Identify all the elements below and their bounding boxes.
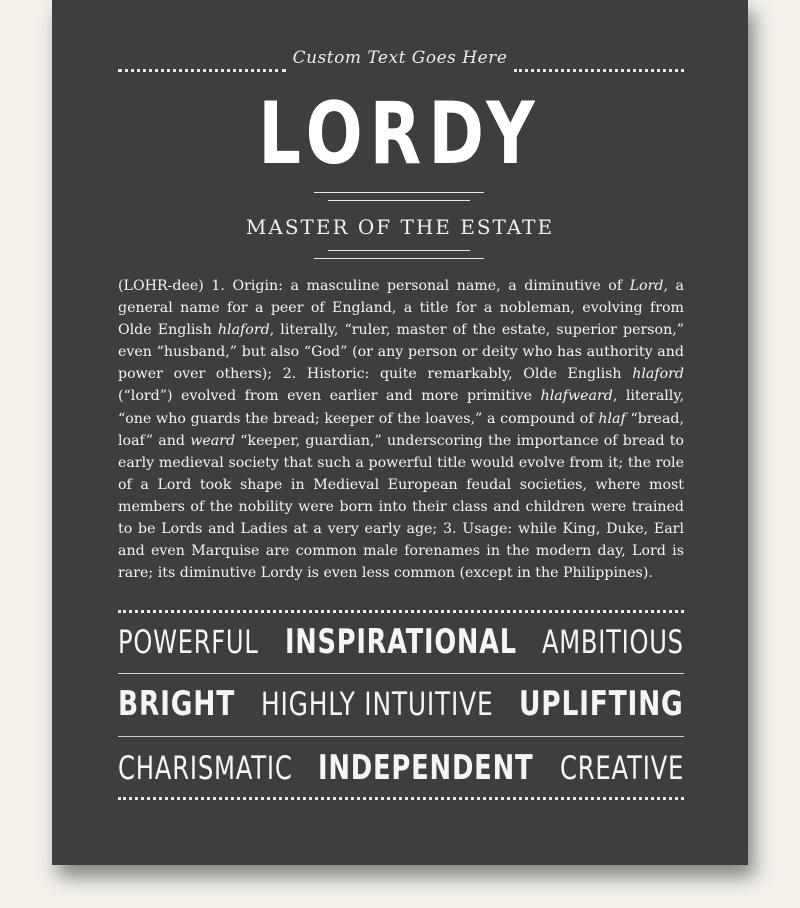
trait-word: HIGHLY INTUITIVE bbox=[261, 685, 494, 723]
trait-word: POWERFUL bbox=[118, 623, 259, 661]
name-poster bbox=[52, 0, 748, 865]
trait-word: AMBITIOUS bbox=[542, 623, 685, 661]
trait-word: BRIGHT bbox=[118, 684, 236, 724]
traits-row-2 bbox=[118, 684, 684, 724]
custom-text: Custom Text Goes Here bbox=[292, 48, 508, 68]
definition-italic-term: weard bbox=[190, 432, 236, 449]
traits-row-3 bbox=[118, 748, 684, 788]
poster-name: LORDY bbox=[258, 84, 542, 184]
trait-word: INSPIRATIONAL bbox=[284, 622, 517, 662]
rule-upper-1 bbox=[314, 192, 484, 193]
definition-text: , a general name for a peer of England, a title for a nobleman, evolving from Olde English bbox=[118, 278, 684, 339]
definition-text: , literally, “ruler, master of the estate, superior person,” even “husband,” but also “God” (or any person or deity who has authority and power over others); 2. Historic: quite remarkably, Olde English bbox=[118, 322, 684, 383]
definition-italic-term: hlaford bbox=[217, 322, 270, 339]
definition-text: “keeper, guardian,” underscoring the importance of bread to early medieval society that such a powerful title would evolve from it; the role of a Lord took shape in Medieval European feudal societies, where most members of the nobility were born into their class and children were trained to be Lords and Ladies at a very early age; 3. Usage: while King, Duke, Earl and even Marquise are common male forenames in the modern day, Lord is rare; its diminutive Lordy is even less common (except in the Philippines). bbox=[118, 432, 684, 582]
definition-text: “bread, loaf” and bbox=[118, 410, 685, 449]
definition-text: , literally, “one who guards the bread; keeper of the loaves,” a compound of bbox=[118, 388, 684, 427]
trait-word: UPLIFTING bbox=[519, 684, 684, 724]
definition-italic-term: hlaf bbox=[598, 410, 626, 427]
name-definition bbox=[118, 275, 684, 584]
rule-lower-2 bbox=[314, 258, 484, 259]
definition-text: (LOHR-dee) 1. Origin: a masculine personal name, a diminutive of bbox=[118, 278, 630, 294]
definition-italic-term: Lord bbox=[629, 278, 664, 294]
trait-word: INDEPENDENT bbox=[318, 748, 534, 788]
dotted-divider-top bbox=[118, 610, 684, 613]
traits-row-1 bbox=[118, 622, 684, 662]
definition-italic-term: hlaford bbox=[632, 366, 684, 383]
dotted-divider-bottom bbox=[118, 797, 684, 800]
definition-italic-term: hlafweard bbox=[540, 388, 613, 405]
traits-divider-1 bbox=[118, 673, 684, 674]
rule-lower-1 bbox=[328, 250, 470, 251]
traits-divider-2 bbox=[118, 736, 684, 737]
trait-word: CREATIVE bbox=[559, 749, 684, 787]
definition-text: (“lord”) evolved from even earlier and more primitive bbox=[118, 388, 541, 405]
dotted-divider-right bbox=[514, 69, 684, 72]
rule-upper-2 bbox=[328, 200, 470, 201]
trait-word: CHARISMATIC bbox=[118, 749, 293, 787]
dotted-divider-left bbox=[118, 69, 286, 72]
name-meaning: MASTER OF THE ESTATE bbox=[245, 215, 555, 239]
